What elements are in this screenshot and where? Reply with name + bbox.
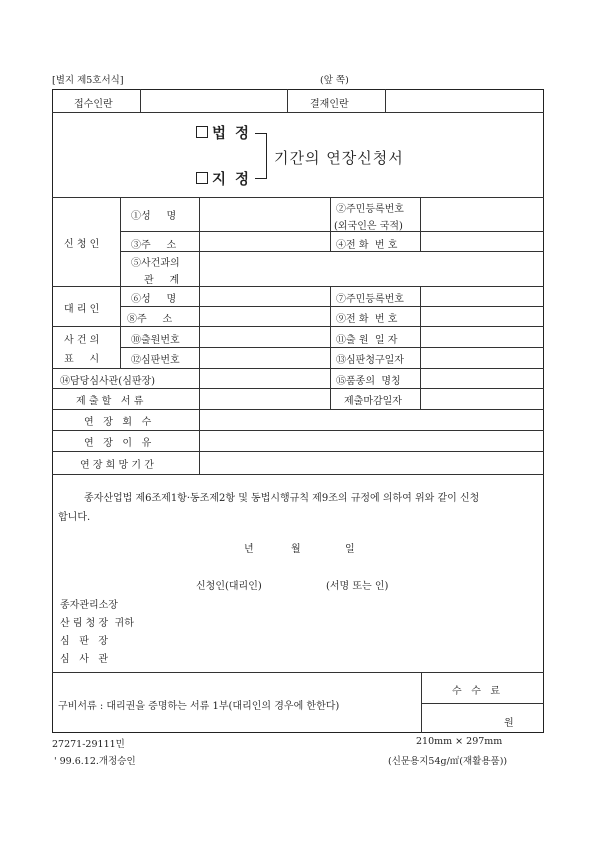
signature-note: (서명 또는 인) xyxy=(326,581,389,592)
line xyxy=(52,430,544,431)
documents-label: 제 출 할 서 류 xyxy=(76,396,144,407)
line xyxy=(52,451,544,452)
page-side: (앞 쪽) xyxy=(320,75,349,86)
applicant-rrn-note: (외국인은 국적) xyxy=(334,221,403,232)
addressee-1: 종자관리소장 xyxy=(60,600,118,611)
agent-label: 대 리 인 xyxy=(64,304,100,315)
addressee-3: 심 판 장 xyxy=(60,636,109,647)
case-label-2: 표 시 xyxy=(64,354,100,365)
trial-number-label: ⑫심판번호 xyxy=(131,355,180,366)
designated-period-checkbox[interactable] xyxy=(196,172,208,184)
line xyxy=(120,251,544,252)
declaration-text: 종자산업법 제6조제1항·동조제2항 및 동법시행규칙 제9조의 규정에 의하여 위와 같이 신청 xyxy=(84,493,480,504)
legal-period-label: 법 정 xyxy=(212,125,252,142)
agent-rrn-label: ⑦주민등록번호 xyxy=(336,294,404,305)
form-title: 기간의 연장신청서 xyxy=(274,149,404,167)
trial-date-label: ⑬심판청구일자 xyxy=(336,355,404,366)
title-bracket xyxy=(255,133,267,179)
fee-label: 수 수 료 xyxy=(452,686,501,697)
line xyxy=(52,474,544,475)
line xyxy=(330,286,331,409)
applicant-address-label: ③주 소 xyxy=(131,240,177,251)
approval-date: ' 99.6.12.개정승인 xyxy=(54,756,136,767)
form-number: [별지 제5호서식] xyxy=(52,75,124,86)
signer-label: 신청인(대리인) xyxy=(196,581,262,592)
agent-address-label: ⑧주 소 xyxy=(127,314,173,325)
line xyxy=(199,197,200,474)
paper-type: (신문용지54g/㎡(재활용품)) xyxy=(388,756,508,767)
application-number-label: ⑩출원번호 xyxy=(131,335,180,346)
extension-reason-label: 연 장 이 유 xyxy=(84,438,152,449)
applicant-relation-label: ⑤사건과의 xyxy=(131,258,180,269)
line xyxy=(420,286,421,409)
addressee-2: 산 림 청 장 귀하 xyxy=(60,618,134,629)
designated-period-label: 지 정 xyxy=(212,171,252,188)
agent-phone-label: ⑨전 화 번 호 xyxy=(336,314,398,325)
date-year: 년 xyxy=(244,544,254,555)
fee-unit: 원 xyxy=(504,718,514,729)
applicant-relation-label-2: 관 계 xyxy=(144,275,180,286)
applicant-name-label: ①성 명 xyxy=(131,211,177,222)
line xyxy=(120,231,544,232)
line xyxy=(287,89,288,112)
line xyxy=(120,306,544,307)
date-month: 월 xyxy=(291,544,301,555)
addressee-4: 심 사 관 xyxy=(60,654,109,665)
attachments-text: 구비서류 : 대리권을 증명하는 서류 1부(대리인의 경우에 한한다) xyxy=(58,701,340,712)
line xyxy=(52,286,544,287)
extension-period-label: 연 장 희 망 기 간 xyxy=(80,460,154,471)
declaration-text-2: 합니다. xyxy=(58,512,91,523)
applicant-phone-label: ④전 화 번 호 xyxy=(336,240,398,251)
deadline-label: 제출마감일자 xyxy=(344,396,402,407)
line xyxy=(420,197,421,251)
line xyxy=(52,326,544,327)
line xyxy=(421,672,422,733)
line xyxy=(52,368,544,369)
case-label: 사 건 의 xyxy=(64,335,100,346)
variety-name-label: ⑮품종의 명칭 xyxy=(336,376,401,387)
line xyxy=(421,703,544,704)
applicant-label: 신 청 인 xyxy=(64,239,100,250)
legal-period-checkbox[interactable] xyxy=(196,126,208,138)
receipt-label: 접수인란 xyxy=(74,99,113,110)
application-date-label: ⑪출 원 일 자 xyxy=(336,335,398,346)
line xyxy=(52,388,544,389)
paper-size: 210mm × 297mm xyxy=(416,736,503,747)
line xyxy=(52,672,544,673)
line xyxy=(385,89,386,112)
line xyxy=(52,409,544,410)
line xyxy=(140,89,141,112)
approval-label: 결재인란 xyxy=(310,99,349,110)
line xyxy=(52,112,544,113)
line xyxy=(120,197,121,368)
date-day: 일 xyxy=(345,544,355,555)
line xyxy=(120,347,544,348)
agent-name-label: ⑥성 명 xyxy=(131,294,177,305)
extension-count-label: 연 장 회 수 xyxy=(84,417,152,428)
form-frame xyxy=(52,89,544,733)
line xyxy=(330,197,331,251)
form-code: 27271-29111민 xyxy=(52,739,125,750)
line xyxy=(52,197,544,198)
applicant-rrn-label: ②주민등록번호 xyxy=(336,204,404,215)
examiner-label: ⑭담당심사관(심판장) xyxy=(60,376,156,387)
